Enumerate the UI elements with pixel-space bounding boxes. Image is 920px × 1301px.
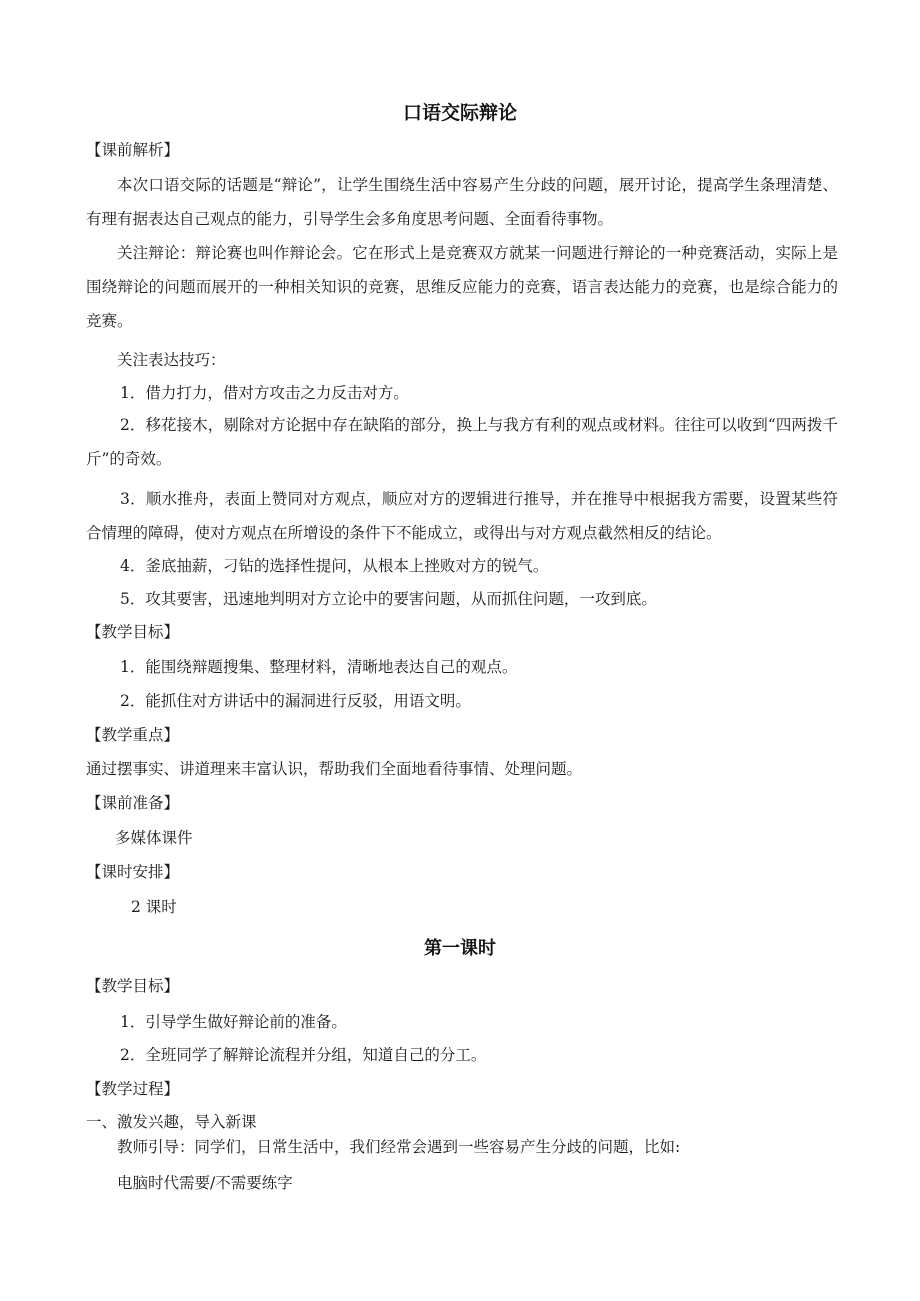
lesson1-goal-item: 2．全班同学了解辩论流程并分组，知道自己的分工。 <box>120 1046 487 1064</box>
skills-title: 关注表达技巧： <box>117 351 226 369</box>
lesson1-process-heading: 【教学过程】 <box>86 1080 180 1098</box>
section-heading-pre-analysis: 【课前解析】 <box>86 141 180 159</box>
lesson1-goals-heading: 【教学目标】 <box>86 977 180 995</box>
skill-item: 1．借力打力，借对方攻击之力反击对方。 <box>120 384 409 402</box>
skill-item: 5．攻其要害，迅速地判明对方立论中的要害问题，从而抓住问题，一攻到底。 <box>120 590 657 608</box>
document-title: 口语交际辩论 <box>402 102 517 124</box>
goal-item: 2．能抓住对方讲话中的漏洞进行反驳，用语文明。 <box>120 692 471 710</box>
process-step-1: 一、激发兴趣，导入新课 <box>86 1113 257 1131</box>
debate-topic-example: 电脑时代需要/不需要练字 <box>117 1174 293 1192</box>
skill-item: 2．移花接木，剔除对方论据中存在缺陷的部分，换上与我方有利的观点或材料。往往可以收到“四两拨千斤”的奇效。 <box>86 416 838 468</box>
debate-paragraph: 关注辩论：辩论赛也叫作辩论会。它在形式上是竞赛双方就某一问题进行辩论的一种竞赛活动，实际上是围绕辩论的问题而展开的一种相关知识的竞赛，思维反应能力的竞赛，语言表达能力的竞赛，也是综合能力的竞赛。 <box>86 244 838 330</box>
section-heading-goals: 【教学目标】 <box>86 623 180 641</box>
goal-item: 1．能围绕辩题搜集、整理材料，清晰地表达自己的观点。 <box>120 658 518 676</box>
skill-item: 3．顺水推舟，表面上赞同对方观点，顺应对方的逻辑进行推导，并在推导中根据我方需要，设置某些符合情理的障碍，使对方观点在所增设的条件下不能成立，或得出与对方观点截然相反的结论。 <box>86 490 838 542</box>
lesson1-goal-item: 1．引导学生做好辩论前的准备。 <box>120 1013 347 1031</box>
lesson1-title: 第一课时 <box>424 938 496 959</box>
prep-text: 多媒体课件 <box>115 829 193 847</box>
focus-text: 通过摆事实、讲道理来丰富认识，帮助我们全面地看待事情、处理问题。 <box>86 760 583 778</box>
schedule-text: 2 课时 <box>131 898 177 916</box>
section-heading-focus: 【教学重点】 <box>86 726 180 744</box>
intro-paragraph: 本次口语交际的话题是“辩论”，让学生围绕生活中容易产生分歧的问题，展开讨论，提高学生条理清楚、有理有据表达自己观点的能力，引导学生会多角度思考问题、全面看待事物。 <box>86 176 838 228</box>
section-heading-schedule: 【课时安排】 <box>86 863 180 881</box>
teacher-guidance: 教师引导：同学们，日常生活中，我们经常会遇到一些容易产生分歧的问题，比如: <box>117 1138 681 1156</box>
skill-item: 4．釜底抽薪，刁钻的选择性提问，从根本上挫败对方的锐气。 <box>120 557 549 575</box>
section-heading-prep: 【课前准备】 <box>86 794 180 812</box>
